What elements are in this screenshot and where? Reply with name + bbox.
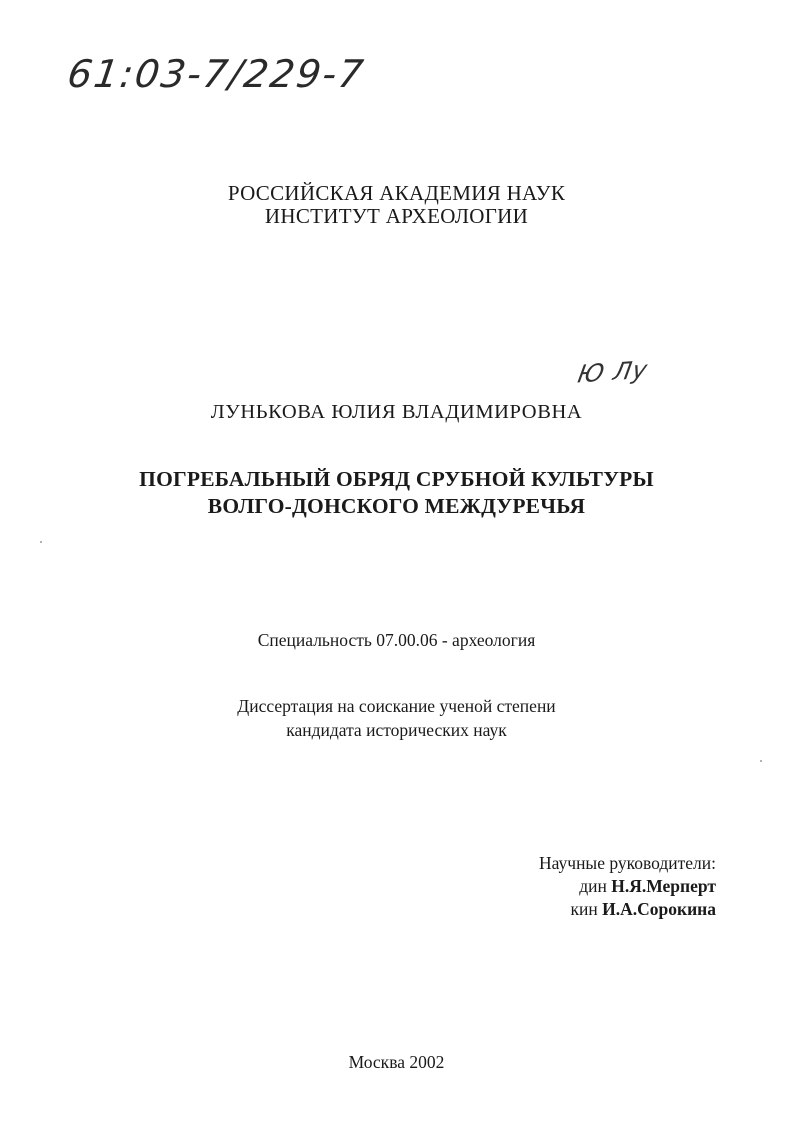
dissertation-title-line-2: ВОЛГО-ДОНСКОГО МЕЖДУРЕЧЬЯ — [207, 494, 586, 518]
degree-statement-line-2: кандидата исторических наук — [286, 720, 507, 740]
advisor-row — [539, 898, 716, 921]
degree-statement-line-1: Диссертация на соискание ученой степени — [237, 696, 556, 716]
handwritten-signature: Ю Лу — [575, 355, 651, 389]
specialty-line: Специальность 07.00.06 - археология — [257, 630, 536, 650]
organization-name: РОССИЙСКАЯ АКАДЕМИЯ НАУК — [227, 181, 566, 205]
advisor-name: Н.Я.Мерперт — [611, 876, 716, 896]
institute-name: ИНСТИТУТ АРХЕОЛОГИИ — [264, 204, 529, 228]
author-name: ЛУНЬКОВА ЮЛИЯ ВЛАДИМИРОВНА — [210, 401, 583, 423]
advisors-block — [539, 852, 716, 921]
advisor-name: И.А.Сорокина — [602, 899, 716, 919]
scan-speck — [760, 760, 762, 762]
archive-code-handwritten: 61:03-7/229-7 — [64, 52, 368, 96]
scan-speck — [40, 541, 42, 543]
dissertation-title-line-1: ПОГРЕБАЛЬНЫЙ ОБРЯД СРУБНОЙ КУЛЬТУРЫ — [139, 467, 654, 491]
advisors-heading: Научные руководители: — [539, 853, 716, 873]
advisor-degree: дин — [579, 876, 607, 896]
advisor-row — [539, 875, 716, 898]
advisor-degree: кин — [570, 899, 598, 919]
city-and-year: Москва 2002 — [348, 1052, 445, 1072]
